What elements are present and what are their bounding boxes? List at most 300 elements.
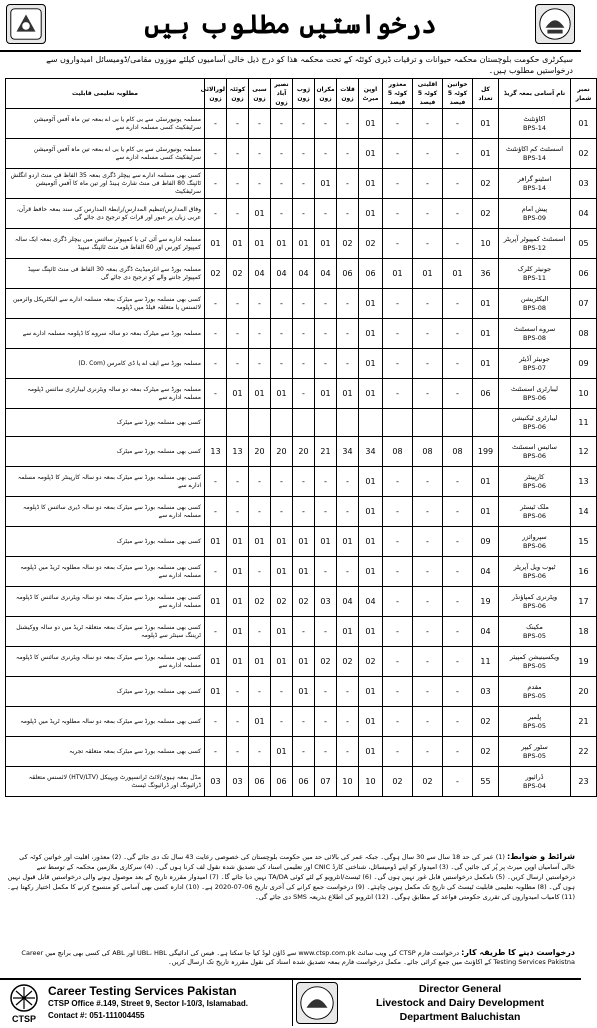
quota-cell-total: 01	[473, 497, 499, 527]
quota-cell-total: 02	[473, 199, 499, 229]
terms-and-conditions	[6, 852, 575, 962]
quota-cell-z2: -	[315, 497, 337, 527]
quota-cell-z4: 01	[271, 617, 293, 647]
quota-cell-z6: -	[227, 467, 249, 497]
quota-cell-z5: -	[249, 617, 271, 647]
ctsp-logo-text: CTSP	[11, 1014, 37, 1024]
post-name-cell	[499, 737, 571, 767]
quota-cell-m: -	[413, 379, 443, 409]
table-row	[6, 259, 597, 289]
serial-number: 04	[571, 199, 597, 229]
post-name-cell	[499, 707, 571, 737]
quota-cell-z5: -	[249, 497, 271, 527]
table-row	[6, 677, 597, 707]
qualification-cell: مسلمہ یونیورسٹی سے بی کام یا بی اے بمعہ تین ماہ آفس آٹومیشن سرٹیفکیٹ کسی مسلمہ ادارے سے	[6, 139, 205, 169]
quota-cell-z7: -	[205, 707, 227, 737]
quota-cell-z7: 01	[205, 527, 227, 557]
column-header: لورالائی زون	[205, 79, 227, 109]
table-row	[6, 707, 597, 737]
quota-cell-m: -	[413, 677, 443, 707]
emblem-icon	[7, 5, 45, 43]
how-to-apply	[6, 948, 575, 976]
column-header: کل تعداد	[473, 79, 499, 109]
quota-cell-w: -	[443, 617, 473, 647]
quota-cell-z5: -	[249, 677, 271, 707]
quota-cell-z6: 01	[227, 647, 249, 677]
quota-cell-w: -	[443, 647, 473, 677]
table-row	[6, 229, 597, 259]
qualification-cell: کسی بھی مسلمہ بورڈ سے میٹرک	[6, 409, 205, 437]
quota-cell-z2: 01	[315, 169, 337, 199]
quota-cell-w: -	[443, 169, 473, 199]
quota-cell-open: 01	[359, 617, 383, 647]
quota-cell-z4: -	[271, 707, 293, 737]
qualification-cell: مسلمہ بورڈ سے ایف اے یا ڈی کامرس (D. Com)	[6, 349, 205, 379]
conditions-heading: شرائط و ضوابط:	[507, 852, 575, 861]
department-info	[342, 982, 578, 1024]
quota-cell-total	[473, 409, 499, 437]
quota-cell-z6: -	[227, 497, 249, 527]
table-row	[6, 319, 597, 349]
quota-cell-m	[413, 409, 443, 437]
quota-cell-open: 01	[359, 737, 383, 767]
column-header: قلات زون	[337, 79, 359, 109]
post-grade: BPS-14	[522, 123, 547, 132]
quota-cell-d: -	[383, 289, 413, 319]
table-row	[6, 409, 597, 437]
quota-cell-z2: 01	[315, 527, 337, 557]
quota-cell-z4: 20	[271, 437, 293, 467]
quota-cell-z3: -	[293, 467, 315, 497]
quota-cell-z6: 01	[227, 557, 249, 587]
quota-cell-z3: -	[293, 617, 315, 647]
quota-cell-total: 04	[473, 557, 499, 587]
quota-cell-z2: -	[315, 737, 337, 767]
post-grade: BPS-04	[522, 781, 547, 790]
quota-cell-z5: 02	[249, 587, 271, 617]
quota-cell-w: -	[443, 379, 473, 409]
serial-number: 09	[571, 349, 597, 379]
quota-cell-z3: -	[293, 109, 315, 139]
quota-cell-z5: -	[249, 467, 271, 497]
quota-cell-open: 01	[359, 169, 383, 199]
table-row	[6, 527, 597, 557]
post-grade: BPS-06	[522, 601, 547, 610]
quota-cell-z4: -	[271, 199, 293, 229]
quota-cell-z5: -	[249, 319, 271, 349]
quota-cell-z7: -	[205, 139, 227, 169]
quota-cell-z4: -	[271, 349, 293, 379]
quota-cell-total: 03	[473, 677, 499, 707]
quota-cell-z1: 02	[337, 647, 359, 677]
quota-cell-d: -	[383, 557, 413, 587]
page-title: درخواستیں مطلوب ہیں	[144, 10, 437, 40]
qualification-cell: مسلمہ یونیورسٹی سے بی کام یا بی اے بمعہ تین ماہ آفس آٹومیشن سرٹیفکیٹ کسی مسلمہ ادارے سے	[6, 109, 205, 139]
quota-cell-z7: -	[205, 289, 227, 319]
serial-number: 12	[571, 437, 597, 467]
serial-number: 20	[571, 677, 597, 707]
column-header: مطلوبہ تعلیمی قابلیت	[6, 79, 205, 109]
quota-cell-z6: -	[227, 289, 249, 319]
quota-cell-z1: -	[337, 319, 359, 349]
qualification-cell: کسی بھی مسلمہ بورڈ سے میٹرک بمعہ دو سالہ ویٹرنری سائنس کا ڈپلومہ مسلمہ ادارے سے	[6, 587, 205, 617]
post-name: سپروائزر	[522, 532, 547, 541]
quota-cell-open: 01	[359, 349, 383, 379]
post-name-cell	[499, 557, 571, 587]
post-name: ملک ٹیسٹر	[520, 502, 549, 511]
table-row	[6, 557, 597, 587]
quota-cell-total: 06	[473, 379, 499, 409]
table-row	[6, 467, 597, 497]
quota-cell-m: -	[413, 199, 443, 229]
quota-cell-z7: -	[205, 737, 227, 767]
table-row	[6, 289, 597, 319]
quota-cell-open: 01	[359, 707, 383, 737]
quota-cell-z1: 01	[337, 617, 359, 647]
quota-cell-w	[443, 409, 473, 437]
quota-cell-total: 04	[473, 617, 499, 647]
quota-cell-z4	[271, 409, 293, 437]
quota-cell-z3: -	[293, 497, 315, 527]
quota-cell-z4: 04	[271, 259, 293, 289]
serial-number: 14	[571, 497, 597, 527]
quota-cell-d: -	[383, 319, 413, 349]
quota-cell-z4: 01	[271, 737, 293, 767]
quota-cell-z7: 13	[205, 437, 227, 467]
quota-cell-open: 01	[359, 289, 383, 319]
quota-cell-open: 10	[359, 767, 383, 797]
serial-number: 11	[571, 409, 597, 437]
quota-cell-w: -	[443, 677, 473, 707]
quota-cell-m: 01	[413, 259, 443, 289]
post-name: جونیئر آڈیٹر	[519, 354, 550, 363]
quota-cell-z2: 07	[315, 767, 337, 797]
quota-cell-d: -	[383, 379, 413, 409]
post-name: سائیس اسسٹنٹ	[512, 442, 557, 451]
serial-number: 06	[571, 259, 597, 289]
quota-cell-z6: -	[227, 139, 249, 169]
post-grade: BPS-05	[522, 691, 547, 700]
quota-cell-z5: -	[249, 349, 271, 379]
serial-number: 19	[571, 647, 597, 677]
quota-cell-z3: -	[293, 349, 315, 379]
quota-cell-total: 01	[473, 467, 499, 497]
qualification-cell: مسلمہ بورڈ سے میٹرک بمعہ دو سالہ ویٹرنری لیبارٹری سائنس ڈپلومہ مسلمہ ادارے سے	[6, 379, 205, 409]
post-name-cell	[499, 319, 571, 349]
post-name-cell	[499, 259, 571, 289]
quota-cell-w: -	[443, 527, 473, 557]
post-name-cell	[499, 229, 571, 259]
table-header	[6, 79, 597, 109]
quota-cell-total: 01	[473, 349, 499, 379]
quota-cell-d: -	[383, 527, 413, 557]
quota-cell-z1: 04	[337, 587, 359, 617]
quota-cell-m: -	[413, 139, 443, 169]
quota-cell-total: 01	[473, 109, 499, 139]
quota-cell-d: -	[383, 109, 413, 139]
quota-cell-d: -	[383, 467, 413, 497]
qualification-cell: کسی بھی مسلمہ بورڈ سے میٹرک بمعہ دو سالہ مطلوبہ ٹریڈ میں ڈپلومہ مسلمہ ادارے سے	[6, 557, 205, 587]
quota-cell-z7: -	[205, 319, 227, 349]
quota-cell-z3: -	[293, 319, 315, 349]
table-row	[6, 139, 597, 169]
quota-cell-m: -	[413, 527, 443, 557]
post-name: اسٹینو گرافر	[517, 174, 552, 183]
quota-cell-total: 11	[473, 647, 499, 677]
post-grade: BPS-14	[522, 153, 547, 162]
quota-cell-z7: -	[205, 349, 227, 379]
post-name: اسسٹنٹ کمپیوٹر آپریٹر	[503, 234, 566, 243]
quota-cell-w: -	[443, 139, 473, 169]
qualification-cell: وفاق المدارس/تنظیم المدارس/رابطۃ المدارس کی سند بمعہ حافظ قرآن، عربی زبان پر عبور اور قرات کو ترجیح دی جائے گی	[6, 199, 205, 229]
quota-cell-z1: -	[337, 737, 359, 767]
quota-cell-open: 01	[359, 379, 383, 409]
quota-cell-z2: -	[315, 677, 337, 707]
quota-cell-open: 01	[359, 677, 383, 707]
quota-cell-z5: 01	[249, 379, 271, 409]
table-body	[6, 109, 597, 797]
quota-cell-z3: 01	[293, 527, 315, 557]
post-name-cell	[499, 109, 571, 139]
quota-cell-z1: -	[337, 677, 359, 707]
column-header: نصیر آباد زون	[271, 79, 293, 109]
quota-cell-z1: 02	[337, 229, 359, 259]
qualification-cell: کسی بھی مسلمہ بورڈ سے میٹرک بمعہ دو سالہ ڈیری سائنس کا ڈپلومہ مسلمہ ادارے سے	[6, 497, 205, 527]
conditions-text: (1) عمر کی حد 18 سال سے 30 سال ہوگی۔ جبکہ عمر کی بالائی حد میں حکومت بلوچستان کی خصوصی رعایت 43 سال تک دی جائے گی۔ (2) معذور، اقلیت اور خواتین کوٹہ کی خالی آسامیاں اوپن میرٹ پر پُر کی جائیں گی۔ (3) امیدوار کو اپنے ڈومیسائل، شناختی کارڈ CNIC اور تعلیمی اسناد کی تصدیق شدہ نقول لف کرنا ہوں گی۔ (4) سرکاری ملازمین محکمہ کے توسط سے درخواستیں ارسال کریں۔ (5) نامکمل درخواستیں قابل غور نہیں ہوں گی۔ (6) ٹیسٹ/انٹرویو کے لئے کوئی TA/DA نہیں دیا جائے گا۔ (7) امیدوار مقررہ تاریخ کے بعد موصول ہونے والی درخواستیں قابل قبول نہیں ہوں گی۔ (8) مطلوبہ تعلیمی قابلیت ٹیسٹ کی تاریخ تک مکمل ہونی چاہئے۔ (9) درخواست جمع کرانے کی آخری تاریخ 06-07-2020 ہے۔ (10) ادارہ کسی بھی آسامی کو منسوخ کرنے کا مکمل اختیار رکھتا ہے۔ (11) کامیاب امیدواروں کی تقرری حکومتی قواعد کے مطابق ہوگی۔ (12) انٹرویو کی اطلاع بذریعہ SMS دی جائے گی۔	[7, 853, 575, 901]
post-name: مقدم	[527, 682, 542, 691]
post-grade: BPS-06	[522, 511, 547, 520]
quota-cell-d: -	[383, 617, 413, 647]
post-grade: BPS-12	[522, 243, 547, 252]
quota-cell-z7: 01	[205, 229, 227, 259]
qualification-cell: کسی بھی مسلمہ بورڈ سے میٹرک	[6, 437, 205, 467]
quota-cell-z6: 02	[227, 259, 249, 289]
post-name-cell	[499, 527, 571, 557]
post-name: ویٹرنری کمپاؤنڈر	[511, 592, 558, 601]
quota-cell-w: -	[443, 497, 473, 527]
post-name: ٹیوب ویل آپریٹر	[513, 562, 556, 571]
post-name-cell	[499, 139, 571, 169]
ctsp-logo	[4, 982, 44, 1024]
column-header: خواتین کوٹہ 5 فیصد	[443, 79, 473, 109]
quota-cell-z1: -	[337, 467, 359, 497]
quota-cell-open: 01	[359, 467, 383, 497]
quota-cell-open: 01	[359, 109, 383, 139]
quota-cell-total: 02	[473, 737, 499, 767]
quota-cell-z2: -	[315, 349, 337, 379]
quota-cell-z2: -	[315, 289, 337, 319]
quota-cell-m: -	[413, 617, 443, 647]
quota-cell-z7: -	[205, 497, 227, 527]
quota-cell-open	[359, 409, 383, 437]
quota-cell-z3: -	[293, 707, 315, 737]
quota-cell-z3: -	[293, 139, 315, 169]
quota-cell-z7: -	[205, 109, 227, 139]
quota-cell-z4: -	[271, 289, 293, 319]
quota-cell-z1: -	[337, 557, 359, 587]
qualification-cell: کسی بھی مسلمہ بورڈ سے میٹرک بمعہ متعلقہ تجربہ	[6, 737, 205, 767]
quota-cell-z6: 01	[227, 379, 249, 409]
vacancies-table	[5, 78, 597, 797]
column-header: معذور کوٹہ 5 فیصد	[383, 79, 413, 109]
table-row	[6, 617, 597, 647]
quota-cell-d: 08	[383, 437, 413, 467]
table-row	[6, 109, 597, 139]
post-name: سروے اسسٹنٹ	[513, 324, 556, 333]
post-name: سٹور کیپر	[521, 742, 548, 751]
quota-cell-z4: 06	[271, 767, 293, 797]
quota-cell-d: -	[383, 497, 413, 527]
quota-cell-z7: 01	[205, 647, 227, 677]
post-grade: BPS-05	[522, 751, 547, 760]
quota-cell-d: -	[383, 139, 413, 169]
post-name-cell	[499, 379, 571, 409]
quota-cell-z4: -	[271, 497, 293, 527]
quota-cell-z1	[337, 409, 359, 437]
quota-cell-z1: -	[337, 109, 359, 139]
quota-cell-z1: -	[337, 289, 359, 319]
quota-cell-open: 04	[359, 587, 383, 617]
quota-cell-z6: -	[227, 349, 249, 379]
post-name-cell	[499, 199, 571, 229]
quota-cell-m: -	[413, 587, 443, 617]
quota-cell-z5: 20	[249, 437, 271, 467]
post-grade: BPS-06	[522, 451, 547, 460]
serial-number: 15	[571, 527, 597, 557]
quota-cell-d: -	[383, 677, 413, 707]
quota-cell-z6: -	[227, 169, 249, 199]
quota-cell-z6: 01	[227, 229, 249, 259]
post-grade: BPS-06	[522, 571, 547, 580]
quota-cell-d: -	[383, 349, 413, 379]
quota-cell-w: -	[443, 229, 473, 259]
quota-cell-z5: 01	[249, 527, 271, 557]
quota-cell-z6: -	[227, 707, 249, 737]
post-name: ویکسینیشن کمپیئر	[509, 652, 560, 661]
quota-cell-z4: 01	[271, 527, 293, 557]
quota-cell-m: -	[413, 169, 443, 199]
footer-divider	[292, 980, 293, 1026]
quota-cell-z4: 01	[271, 557, 293, 587]
serial-number: 05	[571, 229, 597, 259]
post-name-cell	[499, 349, 571, 379]
quota-cell-z7: 01	[205, 677, 227, 707]
post-name-cell	[499, 617, 571, 647]
quota-cell-total: 10	[473, 229, 499, 259]
quota-cell-m: -	[413, 229, 443, 259]
quota-cell-z1: -	[337, 497, 359, 527]
quota-cell-z3: 04	[293, 259, 315, 289]
quota-cell-z6: -	[227, 319, 249, 349]
post-name: ڈرائیور	[525, 772, 544, 781]
serial-number: 16	[571, 557, 597, 587]
quota-cell-z4: -	[271, 169, 293, 199]
quota-cell-total: 09	[473, 527, 499, 557]
quota-cell-w: 08	[443, 437, 473, 467]
quota-cell-z2: -	[315, 617, 337, 647]
quota-cell-m: -	[413, 319, 443, 349]
quota-cell-z5: 06	[249, 767, 271, 797]
column-header: نام آسامی بمعہ گریڈ	[499, 79, 571, 109]
quota-cell-z4: -	[271, 139, 293, 169]
quota-cell-z1: 01	[337, 527, 359, 557]
table-row	[6, 199, 597, 229]
quota-cell-z5	[249, 409, 271, 437]
livestock-emblem-icon	[536, 5, 574, 43]
quota-cell-z4: -	[271, 677, 293, 707]
quota-cell-z2: 21	[315, 437, 337, 467]
ctsp-contact: Contact #: 051-111004455	[48, 1011, 145, 1020]
quota-cell-z1: 01	[337, 379, 359, 409]
quota-cell-z5: -	[249, 289, 271, 319]
dg-title: Director General	[418, 983, 502, 995]
quota-cell-z3: 20	[293, 437, 315, 467]
quota-cell-m: -	[413, 349, 443, 379]
quota-cell-z3: 01	[293, 557, 315, 587]
apply-heading: درخواست دینے کا طریقہ کار:	[461, 948, 575, 957]
quota-cell-open: 06	[359, 259, 383, 289]
serial-number: 07	[571, 289, 597, 319]
quota-cell-z5: 01	[249, 707, 271, 737]
quota-cell-d: 02	[383, 767, 413, 797]
quota-cell-z4: 01	[271, 647, 293, 677]
quota-cell-z2: 02	[315, 647, 337, 677]
quota-cell-m: -	[413, 557, 443, 587]
post-grade: BPS-11	[522, 273, 547, 282]
quota-cell-z3: 01	[293, 229, 315, 259]
dg-province: Department Baluchistan	[399, 1011, 521, 1023]
quota-cell-z2: -	[315, 557, 337, 587]
table-row	[6, 349, 597, 379]
serial-number: 03	[571, 169, 597, 199]
table-row	[6, 437, 597, 467]
quota-cell-open: 01	[359, 497, 383, 527]
qualification-cell: مسلمہ بورڈ سے میٹرک بمعہ دو سالہ سروے کا ڈپلومہ مسلمہ ادارے سے	[6, 319, 205, 349]
quota-cell-z7: -	[205, 169, 227, 199]
quota-cell-total: 02	[473, 169, 499, 199]
quota-cell-z6: -	[227, 109, 249, 139]
quota-cell-z7: 01	[205, 587, 227, 617]
post-name-cell	[499, 169, 571, 199]
post-grade: BPS-06	[522, 541, 547, 550]
left-emblem-logo	[6, 4, 46, 44]
quota-cell-d: -	[383, 229, 413, 259]
quota-cell-z7: -	[205, 617, 227, 647]
intro-text: سیکرٹری حکومت بلوچستان محکمہ حیوانات و ترقیات ڈیری کوئٹہ کے تحت محکمہ ھذا کو درج ذیل خالی آسامیوں کیلئے موزوں مقامی/ڈومیسائل امیدواروں سے درخواستیں مطلوب ہیں۔	[46, 55, 573, 75]
column-header: نمبر شمار	[571, 79, 597, 109]
quota-cell-z3: -	[293, 199, 315, 229]
quota-cell-open: 01	[359, 557, 383, 587]
qualification-cell: کسی بھی مسلمہ بورڈ سے میٹرک بمعہ دو سالہ ویٹرنری سائنس کا ڈپلومہ مسلمہ ادارے سے	[6, 647, 205, 677]
quota-cell-z6: -	[227, 199, 249, 229]
column-header: کوئٹہ زون	[227, 79, 249, 109]
quota-cell-z2: -	[315, 319, 337, 349]
quota-cell-d: -	[383, 199, 413, 229]
qualification-cell: کسی بھی مسلمہ ادارے سے بیچلر ڈگری بمعہ 35 الفاظ فی منٹ اردو انگلش ٹائپنگ 80 الفاظ فی منٹ شارٹ ہینڈ اور تین ماہ کا آفس آٹومیشن سرٹیفکیٹ	[6, 169, 205, 199]
post-name: پلمبر	[527, 712, 542, 721]
quota-cell-d: -	[383, 647, 413, 677]
ctsp-name: Career Testing Services Pakistan	[48, 984, 237, 998]
quota-cell-z7: -	[205, 379, 227, 409]
quota-cell-z3: 01	[293, 677, 315, 707]
quota-cell-z1: 34	[337, 437, 359, 467]
quota-cell-m: -	[413, 647, 443, 677]
post-name-cell	[499, 437, 571, 467]
quota-cell-m: -	[413, 707, 443, 737]
post-name-cell	[499, 677, 571, 707]
quota-cell-z5: 01	[249, 647, 271, 677]
quota-cell-total: 01	[473, 289, 499, 319]
